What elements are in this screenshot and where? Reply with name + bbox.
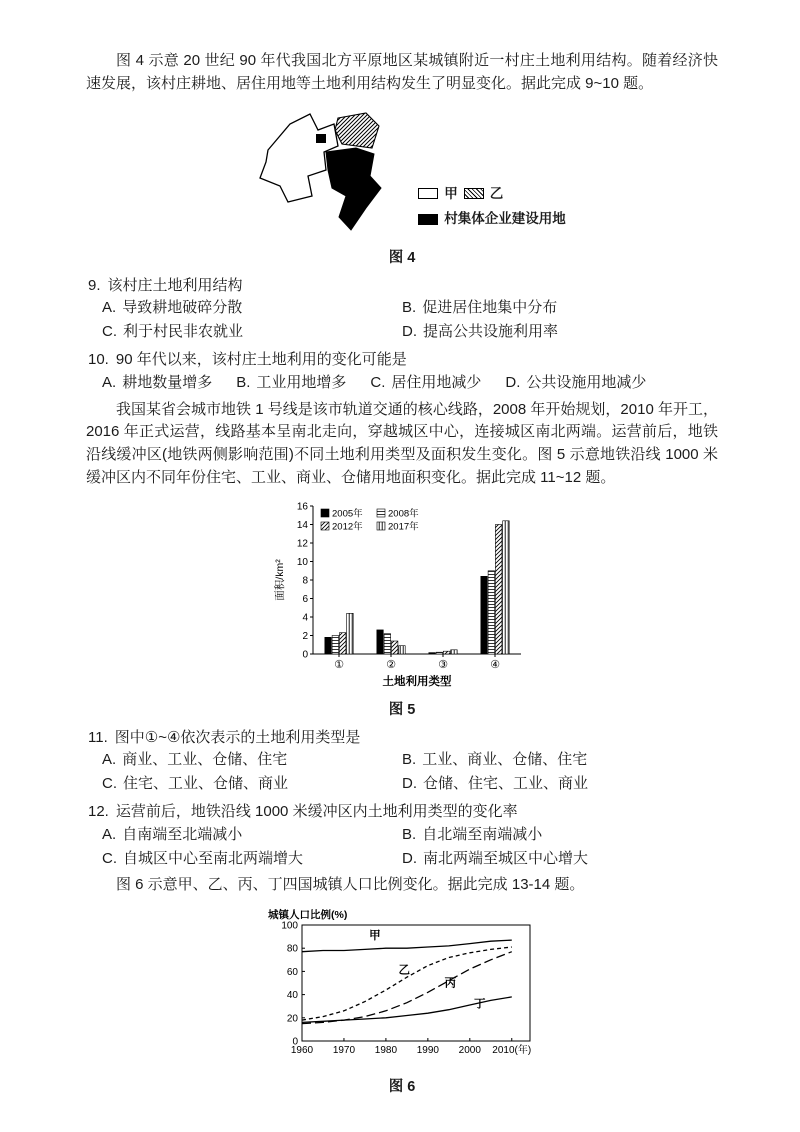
question-12-stem xyxy=(86,801,718,824)
question-9 xyxy=(86,275,718,344)
legend-label-jia: 甲 xyxy=(444,185,458,201)
question-12-options xyxy=(86,824,718,871)
y-tick-label: 6 xyxy=(302,593,308,605)
x-tick-label: ② xyxy=(386,658,396,671)
y-tick-label: 12 xyxy=(296,538,308,550)
y-tick-label: 14 xyxy=(296,519,308,531)
intro-paragraph-fig4: 图 4 示意 20 世纪 90 年代我国北方平原地区某城镇附近一村庄土地利用结构。随着经济快速发展，该村庄耕地、居住用地等土地利用结构发生了明显变化。据此完成 9~10 题。 xyxy=(86,52,718,92)
region-yi-hatched xyxy=(335,113,379,148)
option-d: D. 公共设施用地减少 xyxy=(505,373,647,391)
legend-row-1 xyxy=(418,184,566,205)
question-number: 12. xyxy=(88,803,109,821)
question-number: 11. xyxy=(88,728,108,746)
question-number: 10. xyxy=(88,351,109,369)
y-tick-label: 60 xyxy=(286,967,298,979)
x-axis-label: 土地利用类型 xyxy=(382,675,452,688)
question-stem-text: 90 年代以来，该村庄土地利用的变化可能是 xyxy=(115,351,407,369)
x-tick-label: 1970 xyxy=(332,1045,356,1057)
option-d: D. 仓储、住宅、工业、商业 xyxy=(402,775,589,793)
figure-4 xyxy=(86,104,718,269)
legend-label-yi: 乙 xyxy=(489,185,504,201)
question-9-options xyxy=(86,297,718,344)
series-label: 丁 xyxy=(474,998,486,1011)
option-b: B. 工业用地增多 xyxy=(236,373,347,391)
y-tick-label: 40 xyxy=(286,990,298,1002)
figure6-caption: 图 6 xyxy=(388,1079,416,1095)
y-tick-label: 0 xyxy=(302,649,308,661)
series-label: 丙 xyxy=(444,977,457,990)
legend-swatch-jia xyxy=(418,188,438,199)
figure6-line-chart xyxy=(266,905,538,1075)
series-label: 乙 xyxy=(398,964,410,977)
legend-label: 2005年 xyxy=(332,508,363,520)
region-enterprise-black-small xyxy=(316,134,326,143)
figure4-map xyxy=(238,104,416,246)
legend-label-enterprise: 村集体企业建设用地 xyxy=(444,211,566,227)
option-a: A. 自南端至北端减小 xyxy=(102,825,243,843)
y-tick-label: 0 xyxy=(292,1036,298,1048)
legend-label: 2012年 xyxy=(332,521,363,533)
y-tick-label: 100 xyxy=(281,920,298,932)
question-stem-text: 该村庄土地利用结构 xyxy=(107,276,243,294)
figure5-bar-chart xyxy=(273,498,531,698)
question-12 xyxy=(86,801,718,870)
option-c: C. 住宅、工业、仓储、商业 xyxy=(102,775,289,793)
legend-swatch-yi xyxy=(464,188,484,199)
line-chart-canvas xyxy=(266,905,538,1067)
question-10 xyxy=(86,349,718,395)
x-tick-label: ④ xyxy=(490,658,500,671)
y-tick-label: 10 xyxy=(296,556,308,568)
option-a: A. 商业、工业、仓储、住宅 xyxy=(102,751,288,769)
figure5-caption: 图 5 xyxy=(388,701,416,718)
region-enterprise-black xyxy=(326,148,381,230)
x-tick-label: 2010(年) xyxy=(492,1045,532,1057)
y-tick-label: 4 xyxy=(302,612,308,624)
legend-label: 2008年 xyxy=(388,508,419,520)
option-b: B. 工业、商业、仓储、住宅 xyxy=(402,751,588,769)
option-a: A. 导致耕地破碎分散 xyxy=(102,299,243,317)
y-tick-label: 2 xyxy=(302,630,308,642)
y-axis-label: 城镇人口比例(%) xyxy=(268,909,348,922)
x-tick-label: 1960 xyxy=(290,1045,314,1057)
question-stem-text: 图中①~④依次表示的土地利用类型是 xyxy=(114,728,361,746)
question-11-options xyxy=(86,749,718,796)
x-tick-label: 1990 xyxy=(416,1045,439,1057)
question-11 xyxy=(86,727,718,796)
y-tick-label: 8 xyxy=(302,575,308,587)
option-c: C. 利于村民非农就业 xyxy=(102,323,244,341)
option-b: B. 自北端至南端减小 xyxy=(402,825,543,843)
figure4-caption: 图 4 xyxy=(388,249,416,266)
x-tick-label: 1980 xyxy=(374,1045,398,1057)
intro-paragraph-fig6: 图 6 示意甲、乙、丙、丁四国城镇人口比例变化。据此完成 13-14 题。 xyxy=(116,876,585,894)
option-c: C. 自城区中心至南北两端增大 xyxy=(102,849,304,867)
y-tick-label: 16 xyxy=(296,501,308,513)
x-tick-label: ③ xyxy=(438,658,448,671)
option-d: D. 南北两端至城区中心增大 xyxy=(402,849,589,867)
legend-row-2 xyxy=(418,209,566,230)
series-label: 甲 xyxy=(369,930,381,943)
bar-chart-canvas xyxy=(273,498,531,690)
option-b: B. 促进居住地集中分布 xyxy=(402,299,558,317)
option-a: A. 耕地数量增多 xyxy=(102,373,213,391)
y-axis-label: 面积/km² xyxy=(274,559,286,601)
figure-6 xyxy=(86,905,718,1098)
legend-swatch-enterprise xyxy=(418,214,438,225)
question-11-stem xyxy=(86,727,718,750)
question-10-options xyxy=(86,372,718,395)
x-tick-label: ① xyxy=(334,658,344,671)
legend-label: 2017年 xyxy=(388,521,419,533)
question-9-stem xyxy=(86,275,718,298)
question-number: 9. xyxy=(88,276,101,294)
question-stem-text: 运营前后，地铁沿线 1000 米缓冲区内土地利用类型的变化率 xyxy=(115,803,518,821)
y-tick-label: 20 xyxy=(286,1013,298,1025)
figure-5 xyxy=(86,498,718,721)
y-tick-label: 80 xyxy=(286,943,298,955)
option-d: D. 提高公共设施利用率 xyxy=(402,323,559,341)
option-c: C. 居住用地减少 xyxy=(370,373,482,391)
intro-paragraph-fig5: 我国某省会城市地铁 1 号线是该市轨道交通的核心线路，2008 年开始规划，2010 年开工，2016 年正式运营，线路基本呈南北走向，穿越城区中心，连接城区南北两端。运营前后，地铁沿线缓冲区(地铁两侧影响范围)不同土地利用类型及面积发生变化。图 5 示意地铁沿线 1000 米缓冲区内不同年份住宅、工业、商业、仓储用地面积变化。据此完成 11~12 题。 xyxy=(86,400,718,486)
x-tick-label: 2000 xyxy=(458,1045,481,1057)
figure4-legend xyxy=(418,184,566,230)
question-10-stem xyxy=(86,349,718,372)
